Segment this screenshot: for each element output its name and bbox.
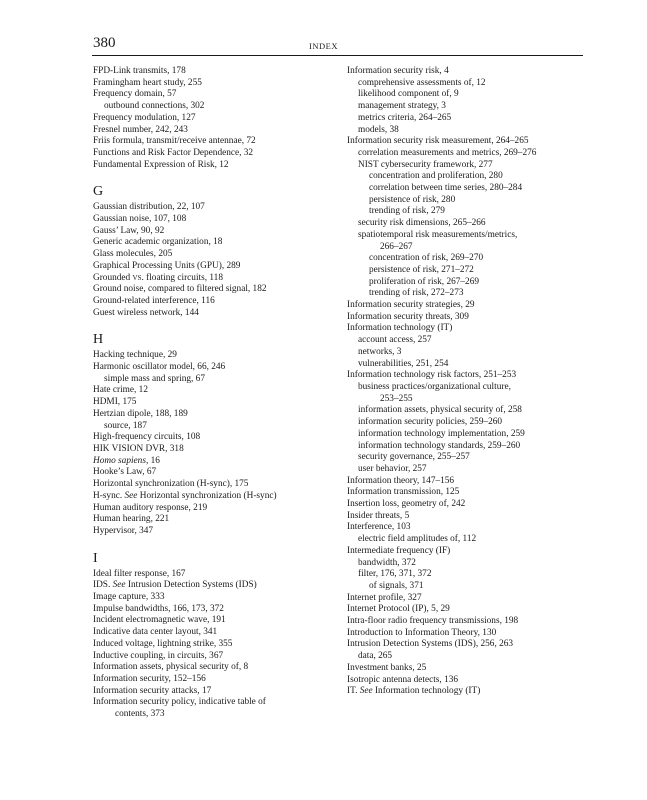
index-subentry: persistence of risk, 280 [369, 194, 456, 205]
index-entry-part: Grounded [93, 272, 133, 283]
index-entry: Intermediate frequency (IF) [347, 545, 451, 556]
index-subentry: of signals, 371 [369, 580, 424, 591]
index-entry-part: H-sync. [93, 490, 125, 501]
index-entry: Information technology (IT) [347, 323, 453, 334]
index-entry: Impulse bandwidths, 166, 173, 372 [93, 603, 224, 614]
index-subentry: models, 38 [358, 124, 399, 135]
index-subentry: correlation between time series, 280–284 [369, 183, 523, 194]
index-entry-part: , 16 [145, 455, 160, 466]
index-entry: Gauss’ Law, 90, 92 [93, 225, 165, 236]
index-entry: Frequency modulation, 127 [93, 112, 196, 123]
index-entry: Hacking technique, 29 [93, 350, 177, 361]
index-subentry: information technology implementation, 259 [358, 428, 525, 439]
index-entry: Interference, 103 [347, 522, 411, 533]
running-head: INDEX [309, 41, 338, 51]
index-entry: Introduction to Information Theory, 130 [347, 627, 497, 638]
index-entry: Guest wireless network, 144 [93, 307, 199, 318]
index-subentry: data, 265 [358, 651, 393, 662]
index-entry: Gaussian distribution, 22, 107 [93, 202, 205, 213]
index-subentry: trending of risk, 279 [369, 206, 445, 217]
index-subentry: information assets, physical security of, 258 [358, 405, 522, 416]
index-entry: Generic academic organization, 18 [93, 237, 223, 248]
index-subentry: simple mass and spring, 67 [104, 373, 205, 384]
index-subentry: 266–267 [380, 241, 413, 252]
index-entry: Ideal filter response, 167 [93, 568, 186, 579]
index-entry-part: See [112, 580, 126, 591]
index-subentry: NIST cybersecurity framework, 277 [358, 159, 493, 170]
index-entry: FPD-Link transmits, 178 [93, 66, 186, 76]
index-entry: Intra-floor radio frequency transmissions, 198 [347, 616, 519, 627]
index-subentry: electric field amplitudes of, 112 [358, 534, 477, 545]
index-entry: Horizontal synchronization (H-sync), 175 [93, 479, 249, 490]
index-entry: High-frequency circuits, 108 [93, 432, 201, 443]
index-subentry: vulnerabilities, 251, 254 [358, 358, 449, 369]
index-subentry: contents, 373 [115, 709, 165, 720]
index-entry: Information security risk measurement, 264–265 [347, 136, 529, 147]
index-entry: Insider threats, 5 [347, 510, 410, 521]
index-subentry: outbound connections, 302 [104, 101, 205, 112]
index-subentry: security governance, 255–257 [358, 452, 470, 463]
index-entry: Indicative data center layout, 341 [93, 627, 218, 638]
index-entry: Information assets, physical security of, 8 [93, 662, 249, 673]
index-entry: Gaussian noise, 107, 108 [93, 214, 187, 225]
index-subentry: account access, 257 [358, 335, 432, 346]
index-section-heading: H [93, 332, 104, 348]
page-number: 380 [93, 35, 116, 51]
index-entry: Information security threats, 309 [347, 311, 469, 322]
index-entry: Framingham heart study, 255 [93, 77, 202, 88]
index-subentry: filter, 176, 371, 372 [358, 569, 432, 580]
index-entry: Fundamental Expression of Risk, 12 [93, 159, 229, 170]
index-subentry: information security policies, 259–260 [358, 417, 503, 428]
index-entry: HDMI, 175 [93, 397, 137, 408]
index-entry: Information security, 152–156 [93, 673, 206, 684]
index-entry: Ground-related interference, 116 [93, 295, 215, 306]
index-entry: Frequency domain, 57 [93, 89, 177, 100]
index-entry: Incident electromagnetic wave, 191 [93, 615, 226, 626]
index-entry: Hertzian dipole, 188, 189 [93, 408, 188, 419]
index-subentry: concentration and proliferation, 280 [369, 171, 503, 182]
index-entry: Information technology risk factors, 251–253 [347, 370, 517, 381]
index-entry: Graphical Processing Units (GPU), 289 [93, 260, 241, 271]
index-entry: Human hearing, 221 [93, 514, 170, 525]
index-entry: Isotropic antenna detects, 136 [347, 674, 459, 685]
index-entry-part: Horizontal synchronization (H-sync) [137, 490, 277, 501]
index-subentry: management strategy, 3 [358, 101, 446, 112]
index-subentry: metrics criteria, 264–265 [358, 112, 452, 123]
index-entry: Investment banks, 25 [347, 662, 427, 673]
index-entry [347, 686, 587, 698]
index-subentry: 253–255 [380, 393, 413, 404]
index-entry: Harmonic oscillator model, 66, 246 [93, 362, 226, 373]
index-entry-part: Homo sapiens [93, 455, 146, 466]
index-entry: Information security strategies, 29 [347, 300, 475, 311]
index-entry: HIK VISION DVR, 318 [93, 443, 184, 454]
index-entry-part: IT. [347, 686, 360, 697]
index-entry: Intrusion Detection Systems (IDS), 256, 263 [347, 639, 514, 650]
index-subentry: likelihood component of, 9 [358, 89, 459, 100]
index-subentry: correlation measurements and metrics, 269–276 [358, 147, 537, 158]
index-entry-part: See [359, 686, 373, 697]
index-entry: Internet Protocol (IP), 5, 29 [347, 604, 450, 615]
index-subentry: comprehensive assessments of, 12 [358, 77, 486, 88]
index-column-left [93, 66, 328, 721]
index-entry-part: vs. [132, 272, 144, 283]
index-entry-part: Information technology (IT) [372, 686, 481, 697]
index-entry: Human auditory response, 219 [93, 502, 208, 513]
index-entry: Glass molecules, 205 [93, 249, 173, 260]
index-subentry: security risk dimensions, 265–266 [358, 218, 486, 229]
index-entry: Hypervisor, 347 [93, 525, 154, 536]
index-entry: Information theory, 147–156 [347, 475, 455, 486]
index-subentry: information technology standards, 259–260 [358, 440, 521, 451]
index-entry-part: IDS. [93, 580, 113, 591]
index-entry [93, 580, 328, 592]
index-entry: Information transmission, 125 [347, 487, 460, 498]
header-rule [92, 55, 583, 56]
index-subentry: proliferation of risk, 267–269 [369, 276, 479, 287]
index-entry [93, 491, 328, 503]
index-subentry: networks, 3 [358, 346, 402, 357]
index-entry: Friis formula, transmit/receive antennae, 72 [93, 136, 256, 147]
index-entry: Induced voltage, lightning strike, 355 [93, 638, 233, 649]
index-entry [93, 273, 328, 285]
index-column-right [347, 66, 587, 698]
index-entry: Information security attacks, 17 [93, 685, 212, 696]
index-entry-part: floating circuits, 118 [143, 272, 223, 283]
index-subentry: spatiotemporal risk measurements/metrics, [358, 229, 518, 240]
index-entry: Fresnel number, 242, 243 [93, 124, 188, 135]
index-entry-part: See [124, 490, 138, 501]
index-entry-part: Intrusion Detection Systems (IDS) [125, 580, 257, 591]
index-entry: Functions and Risk Factor Dependence, 32 [93, 147, 254, 158]
index-entry [93, 456, 328, 468]
index-subentry: trending of risk, 272–273 [369, 288, 464, 299]
index-entry: Hate crime, 12 [93, 385, 148, 396]
index-entry: Image capture, 333 [93, 592, 165, 603]
index-subentry: business practices/organizational culture, [358, 381, 511, 392]
index-subentry: concentration of risk, 269–270 [369, 253, 484, 264]
index-entry: Inductive coupling, in circuits, 367 [93, 650, 224, 661]
index-entry: Hooke’s Law, 67 [93, 467, 157, 478]
index-section-heading: I [93, 550, 98, 566]
index-subentry: bandwidth, 372 [358, 557, 416, 568]
index-entry: Internet profile, 327 [347, 592, 422, 603]
index-entry: Information security policy, indicative table of [93, 697, 266, 708]
index-entry: Insertion loss, geometry of, 242 [347, 499, 466, 510]
index-subentry: source, 187 [104, 420, 147, 431]
index-section-heading: G [93, 184, 104, 200]
index-subentry: persistence of risk, 271–272 [369, 264, 474, 275]
index-entry: Information security risk, 4 [347, 66, 449, 76]
index-subentry: user behavior, 257 [358, 463, 427, 474]
index-entry: Ground noise, compared to filtered signal, 182 [93, 284, 267, 295]
